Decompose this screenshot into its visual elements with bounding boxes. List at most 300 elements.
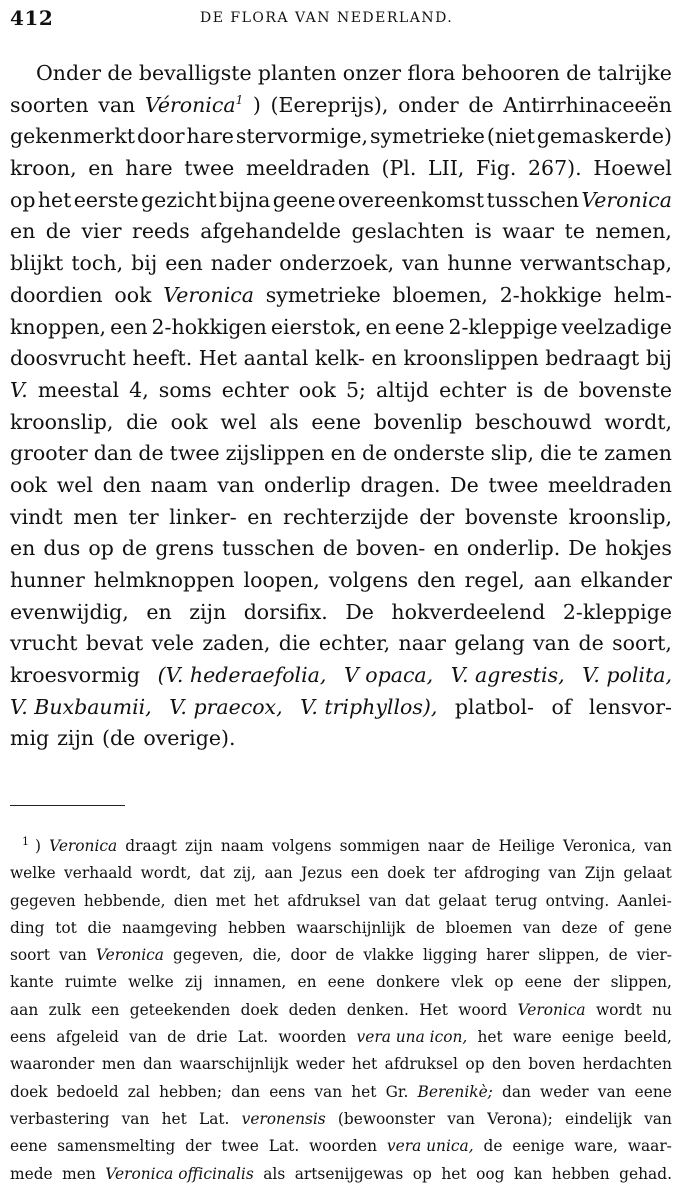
body-line <box>10 216 672 248</box>
text-segment: tusschen <box>486 187 579 212</box>
text-segment: doek <box>387 864 425 883</box>
text-segment: vier- <box>636 946 672 965</box>
text-segment: de <box>138 441 164 466</box>
text-segment: waaronder <box>10 1055 95 1074</box>
text-segment: en <box>371 346 397 371</box>
text-segment: en <box>10 536 36 561</box>
text-segment: soorten <box>10 92 89 117</box>
text-segment: ook <box>114 282 152 307</box>
text-segment: Zijn <box>584 864 616 883</box>
text-segment: die, <box>252 946 282 965</box>
text-segment: naam <box>150 472 208 497</box>
body-line <box>10 407 672 439</box>
text-segment: reeds <box>132 219 190 244</box>
text-segment: slip, <box>490 441 534 466</box>
body-line <box>10 470 672 502</box>
text-segment: blijkt <box>10 251 64 276</box>
text-segment: wordt <box>595 1000 642 1019</box>
text-segment: kroesvormig <box>10 663 141 688</box>
text-segment: en <box>330 441 356 466</box>
text-segment: Heilige <box>498 837 555 855</box>
text-segment: een <box>350 864 379 883</box>
text-segment: Berenikè; <box>417 1082 493 1101</box>
text-segment: bevalligste <box>138 61 252 85</box>
text-segment: bloemen <box>445 918 513 937</box>
text-segment: innamen, <box>213 973 287 992</box>
text-segment: vrucht <box>10 631 78 656</box>
text-segment: woord <box>458 1000 508 1019</box>
text-segment: het <box>351 1055 378 1074</box>
text-segment: die <box>278 631 311 656</box>
text-segment: vera una icon, <box>356 1028 468 1047</box>
text-segment: afgeleid <box>56 1028 119 1047</box>
text-segment: Hoewel <box>593 156 672 181</box>
text-segment: ware, <box>574 1137 618 1156</box>
text-segment: van <box>644 837 672 855</box>
text-segment: bloemen, <box>392 282 488 307</box>
text-segment: bovenste <box>464 504 559 529</box>
text-segment: door <box>136 124 185 149</box>
text-segment: denken. <box>346 1000 409 1019</box>
text-segment: men <box>62 1164 96 1183</box>
text-segment: den <box>102 472 142 497</box>
text-segment: artsenijgewas <box>294 1164 404 1183</box>
text-segment: Onder <box>36 61 102 85</box>
text-segment: sommigen <box>339 837 420 855</box>
text-segment: rechterzijde <box>283 504 409 529</box>
text-segment: den <box>417 568 456 592</box>
text-segment: onderlip <box>263 472 351 497</box>
text-segment: vindt <box>10 504 63 529</box>
text-segment: aan <box>533 568 572 592</box>
text-segment: naar <box>398 631 446 656</box>
text-segment: harer <box>486 946 530 965</box>
body-line <box>10 153 672 185</box>
text-segment: Veronica <box>49 837 118 855</box>
text-segment: kroon, <box>10 156 77 181</box>
text-segment: kelk- <box>314 346 365 371</box>
text-segment: Fig. <box>475 156 517 181</box>
text-segment: van <box>59 946 87 965</box>
text-segment: Veronica <box>95 946 164 965</box>
text-segment: der <box>419 504 455 529</box>
text-segment: meestal <box>37 377 120 402</box>
text-segment: herdachten <box>582 1055 672 1074</box>
text-segment: dien <box>173 891 208 910</box>
text-segment: ook <box>298 377 336 402</box>
text-segment: het <box>477 1028 503 1047</box>
text-segment: zij <box>184 973 203 992</box>
text-segment: slippen, <box>538 946 600 965</box>
text-segment: het <box>351 1082 377 1101</box>
body-line <box>10 90 672 122</box>
text-segment: wordt, <box>140 864 192 883</box>
text-segment: zijn <box>57 726 95 751</box>
text-segment: weder <box>540 1082 589 1101</box>
text-segment: dan <box>143 1055 172 1074</box>
text-segment: vlakke <box>363 946 414 965</box>
text-segment: toch, <box>71 251 124 276</box>
text-segment: gemaskerde) <box>536 124 672 149</box>
text-segment: Veronica <box>581 187 672 212</box>
footnote-line <box>10 1161 672 1188</box>
text-segment: deze <box>561 918 598 937</box>
text-segment: van <box>217 472 255 497</box>
text-segment: bijna <box>218 187 271 212</box>
footnote-reference: 1 <box>235 92 244 107</box>
text-segment: beschouwd <box>475 409 592 434</box>
text-segment: behooren <box>461 61 560 85</box>
text-segment: met <box>215 891 246 910</box>
text-segment: veronensis <box>241 1109 326 1128</box>
text-segment: en <box>146 599 172 624</box>
text-segment: Veronica <box>517 1000 586 1019</box>
text-segment: de <box>121 536 148 561</box>
text-segment: gegeven, <box>173 946 244 965</box>
text-segment: mig <box>10 726 50 751</box>
text-segment: zijn <box>185 837 213 855</box>
text-segment: eene <box>524 973 562 992</box>
text-segment: vlek <box>451 973 484 992</box>
text-segment: tusschen <box>222 536 315 561</box>
footnote-line <box>10 860 672 887</box>
text-segment: samensmelting <box>57 1137 176 1156</box>
text-segment: 4, <box>129 377 149 402</box>
text-segment: van <box>314 1082 343 1101</box>
text-segment: altijd <box>376 377 430 402</box>
text-segment: lensvor- <box>588 694 672 719</box>
text-segment: bedraagt <box>545 346 640 371</box>
body-line <box>10 375 672 407</box>
text-segment: Veronica <box>163 282 254 307</box>
text-segment: Aanlei- <box>617 891 672 910</box>
text-segment: doosvrucht <box>10 346 126 371</box>
text-segment: naamgeving <box>122 918 218 937</box>
text-segment: V opaca, <box>343 663 434 688</box>
text-segment: meeldraden <box>245 156 370 181</box>
text-segment: hunne <box>447 251 513 276</box>
footnote <box>10 833 672 1188</box>
text-segment: der <box>185 1137 212 1156</box>
page-number: 412 <box>10 6 54 30</box>
text-segment: van <box>644 1109 672 1128</box>
text-segment: ter <box>128 504 159 529</box>
text-segment: eens <box>10 1028 47 1047</box>
text-segment: een <box>91 1000 120 1019</box>
text-segment: hebben <box>551 1164 610 1183</box>
text-segment: geene <box>272 187 336 212</box>
text-segment: V. <box>10 377 28 402</box>
text-segment: doek <box>10 1082 48 1101</box>
text-segment: bij <box>131 251 158 276</box>
text-segment: LII, <box>427 156 465 181</box>
text-segment: kan <box>514 1164 543 1183</box>
text-segment: 2-kleppige <box>448 314 558 339</box>
text-segment: de <box>468 92 494 117</box>
text-segment: afdroging <box>464 864 541 883</box>
text-segment: echter <box>221 377 289 402</box>
text-segment: welke <box>10 864 56 883</box>
text-segment: de <box>335 946 355 965</box>
text-segment: 2-kleppige <box>562 599 672 624</box>
text-segment: ontving. <box>545 891 610 910</box>
text-segment: De <box>568 536 597 561</box>
text-segment: Het <box>198 346 238 371</box>
text-segment: dat <box>404 891 431 910</box>
footnote-line <box>10 833 672 860</box>
text-segment: dragen. <box>360 472 441 497</box>
text-segment: dan <box>231 1082 261 1101</box>
text-segment: Véronica$^1$ <box>144 92 244 117</box>
text-segment: donkere <box>376 973 441 992</box>
text-segment: zij, <box>233 864 257 883</box>
text-segment: mede <box>10 1164 53 1183</box>
text-segment: kante <box>10 973 54 992</box>
body-line <box>10 280 672 312</box>
text-segment: grooter <box>10 441 88 466</box>
text-segment: platbol- <box>454 694 534 719</box>
text-segment: door <box>290 946 327 965</box>
text-segment: gelaat <box>623 864 672 883</box>
text-segment: zulk <box>48 1000 81 1019</box>
text-segment: bij <box>645 346 672 371</box>
text-segment: nader <box>210 251 272 276</box>
footnote-separator <box>10 805 125 806</box>
text-segment: van <box>548 864 577 883</box>
text-segment: dorsifix. <box>243 599 328 624</box>
text-segment: soms <box>158 377 212 402</box>
text-segment: het <box>441 1164 467 1183</box>
text-segment: weder <box>295 1055 345 1074</box>
text-segment: eene <box>10 1137 48 1156</box>
text-segment: 5; <box>345 377 366 402</box>
body-line <box>10 723 672 755</box>
text-segment: nemen, <box>595 219 672 244</box>
text-segment: wordt, <box>604 409 672 434</box>
text-segment: Jezus <box>301 864 343 883</box>
footnote-line <box>10 1106 672 1133</box>
text-segment: een <box>110 314 148 339</box>
text-segment: eenige <box>561 1028 614 1047</box>
text-segment: is <box>516 377 534 402</box>
text-segment: V. triphyllos), <box>300 694 438 719</box>
text-segment: nu <box>652 1000 672 1019</box>
text-segment: zaden, <box>202 631 271 656</box>
text-segment: hunner <box>10 568 85 592</box>
text-segment: eens <box>269 1082 306 1101</box>
text-segment: eene <box>311 409 361 434</box>
text-segment: slippen, <box>610 973 672 992</box>
text-segment: boven- <box>356 536 426 561</box>
text-segment: De <box>345 599 374 624</box>
text-segment: Lat. <box>237 1028 269 1047</box>
text-segment: (Pl. <box>381 156 417 181</box>
text-segment: hebbende, <box>83 891 166 910</box>
text-segment: (niet <box>486 124 535 149</box>
text-segment: eenige <box>512 1137 565 1156</box>
text-segment: waarschijnlijk <box>296 918 406 937</box>
text-segment: dan <box>93 441 133 466</box>
footnote-line <box>10 1024 672 1051</box>
text-segment: doek <box>240 1000 279 1019</box>
footnote-line <box>10 997 672 1024</box>
text-segment: ligging <box>422 946 478 965</box>
text-segment: van <box>523 918 551 937</box>
text-segment: eerste <box>73 187 139 212</box>
text-segment: te <box>564 219 585 244</box>
text-segment: gezicht <box>141 187 217 212</box>
text-segment: aan <box>10 1000 39 1019</box>
text-segment: naar <box>427 837 464 855</box>
text-segment: het <box>253 891 280 910</box>
text-segment: verbastering <box>10 1109 110 1128</box>
text-segment: helm- <box>613 282 672 307</box>
text-segment: de <box>543 377 569 402</box>
text-segment: als <box>263 1164 286 1183</box>
text-segment: de <box>107 61 133 85</box>
text-segment: ruimte <box>64 973 117 992</box>
text-segment: talrijke <box>597 61 672 85</box>
text-segment: overeenkomst <box>337 187 485 212</box>
body-line <box>10 343 672 375</box>
text-segment: verhaald <box>64 864 133 883</box>
text-segment: van <box>533 631 571 656</box>
text-segment: V. polita, <box>582 663 672 688</box>
text-segment: de <box>167 1028 187 1047</box>
text-segment: tot <box>55 918 77 937</box>
text-segment: aantal <box>243 346 309 371</box>
footnote-line <box>10 969 672 996</box>
text-segment: kroonslippen <box>403 346 539 371</box>
footnote-line <box>10 1079 672 1106</box>
text-segment: veelzadige <box>561 314 672 339</box>
text-segment: ook <box>170 409 208 434</box>
text-segment: planten <box>257 61 337 85</box>
footnote-line <box>10 942 672 969</box>
body-line <box>10 185 672 217</box>
text-segment: gelang <box>454 631 525 656</box>
text-segment: waar <box>502 219 555 244</box>
body-line <box>10 565 672 597</box>
text-segment: van <box>402 251 440 276</box>
text-segment: twee <box>488 472 539 497</box>
text-segment: op <box>412 1164 432 1183</box>
text-segment: waarschijnlijk <box>179 1055 289 1074</box>
text-segment: den <box>492 1055 521 1074</box>
text-segment: woorden <box>309 1137 378 1156</box>
text-segment: terug <box>494 891 538 910</box>
text-segment: doordien <box>10 282 103 307</box>
text-segment: de <box>483 1137 503 1156</box>
footnote-line <box>10 1051 672 1078</box>
text-segment: te <box>577 441 599 466</box>
text-segment: die <box>87 918 112 937</box>
text-segment: hebben <box>227 918 286 937</box>
text-segment: linker- <box>169 504 237 529</box>
text-segment: onderlip. <box>466 536 561 561</box>
body-line <box>10 58 672 90</box>
text-segment: Verona); <box>487 1109 553 1128</box>
text-segment: de <box>471 837 491 855</box>
text-segment: vera unica, <box>386 1137 474 1156</box>
text-segment: de <box>566 61 592 85</box>
text-segment: flora <box>407 61 456 85</box>
text-segment: waar- <box>627 1137 672 1156</box>
text-segment: die <box>540 441 572 466</box>
text-segment: beeld, <box>624 1028 672 1047</box>
text-segment: oog <box>476 1164 505 1183</box>
footnote-marker: 1 <box>22 834 29 848</box>
text-segment: welke <box>128 973 174 992</box>
text-segment: eierstok, <box>270 314 362 339</box>
text-segment: en <box>247 504 273 529</box>
body-line <box>10 533 672 565</box>
text-segment: Gr. <box>385 1082 409 1101</box>
text-segment: eene <box>394 314 445 339</box>
text-segment: naam <box>220 837 264 855</box>
text-segment: ding <box>10 918 45 937</box>
text-segment: of <box>608 918 624 937</box>
text-segment: symetrieke <box>265 282 381 307</box>
text-segment: (bewoonster <box>337 1109 436 1128</box>
text-segment: Het <box>419 1000 448 1019</box>
text-segment: Veronica officinalis <box>105 1164 254 1183</box>
text-segment: zamen <box>604 441 672 466</box>
text-segment: regel, <box>464 568 525 592</box>
text-segment: eene <box>634 1082 672 1101</box>
text-segment: 2-hokkige <box>499 282 602 307</box>
text-segment: twee <box>221 1137 259 1156</box>
text-segment: eindelijk <box>565 1109 632 1128</box>
text-segment: helmknoppen <box>93 568 235 592</box>
text-segment: V. praecox, <box>169 694 283 719</box>
text-segment: van <box>129 1028 157 1047</box>
text-segment: $^1$ ) <box>22 834 42 855</box>
text-segment: gelaat <box>438 891 487 910</box>
body-line <box>10 597 672 629</box>
text-segment: van <box>447 1109 475 1128</box>
text-segment: zal <box>127 1082 150 1101</box>
text-segment: twee <box>184 156 235 181</box>
text-segment: ware <box>512 1028 552 1047</box>
body-line <box>10 248 672 280</box>
text-segment: evenwijdig, <box>10 599 129 624</box>
text-segment: De <box>450 472 479 497</box>
text-segment: twee <box>169 441 220 466</box>
text-segment: dus <box>43 536 81 561</box>
body-line <box>10 312 672 344</box>
text-segment: der <box>573 973 600 992</box>
text-segment: ) <box>252 92 261 117</box>
text-segment: de <box>361 441 388 466</box>
text-segment: van <box>368 891 397 910</box>
body-line <box>10 628 672 660</box>
text-segment: en <box>297 973 317 992</box>
text-segment: de <box>415 918 435 937</box>
text-segment: overige). <box>143 726 236 751</box>
main-paragraph <box>10 58 672 755</box>
text-segment: soort <box>10 946 50 965</box>
text-segment: afdruksel <box>384 1055 458 1074</box>
text-segment: het <box>161 1109 187 1128</box>
text-segment: men <box>73 504 118 529</box>
text-segment: (V. hederaefolia, <box>157 663 327 688</box>
text-segment: en <box>433 536 459 561</box>
text-segment: afdruksel <box>287 891 361 910</box>
text-segment: op <box>494 973 514 992</box>
text-segment: van <box>597 1082 626 1101</box>
text-segment: dat <box>199 864 225 883</box>
